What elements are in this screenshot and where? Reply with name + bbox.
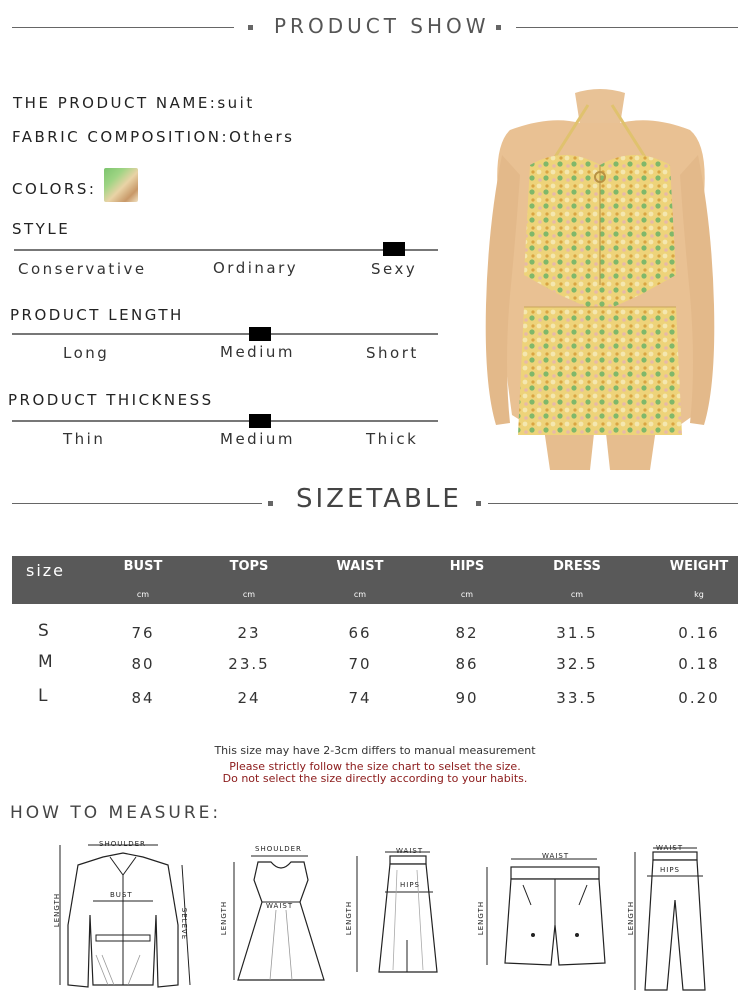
length-option-medium: Medium <box>220 343 295 361</box>
sizetable-line-left <box>12 503 262 504</box>
skirt-length-label: LENGTH <box>345 900 354 936</box>
sizetable-dot-left <box>268 501 273 506</box>
header-dot-left <box>248 25 253 30</box>
header-dot-right <box>496 25 501 30</box>
style-label: STYLE <box>12 220 71 238</box>
table-cell: 74 <box>348 689 372 707</box>
table-cell: 90 <box>455 689 479 707</box>
shorts-measure-figure <box>475 845 615 980</box>
col-header-hips: HIPS <box>449 559 485 574</box>
thickness-label: PRODUCT THICKNESS <box>8 391 214 409</box>
thickness-option-thick: Thick <box>366 430 419 448</box>
table-cell: 24 <box>237 689 261 707</box>
color-swatch-floral[interactable] <box>104 168 138 202</box>
style-scale-line <box>14 249 438 251</box>
dress-length-label: LENGTH <box>220 900 229 936</box>
size-cell-l: L <box>38 686 48 706</box>
pants-measure-figure <box>625 840 735 995</box>
thickness-scale-line <box>12 420 438 422</box>
col-header-waist: WAIST <box>336 559 384 574</box>
table-cell: 32.5 <box>556 655 598 673</box>
dress-shoulder-label: SHOULDER <box>255 845 302 853</box>
shorts-length-label: LENGTH <box>477 900 486 936</box>
table-cell: 84 <box>131 689 155 707</box>
col-header-bust: BUST <box>123 559 163 574</box>
style-option-ordinary: Ordinary <box>213 259 299 277</box>
how-to-measure-title: HOW TO MEASURE: <box>10 803 222 823</box>
product-photo <box>480 85 720 470</box>
thickness-option-thin: Thin <box>63 430 106 448</box>
thickness-selected-marker <box>249 414 271 428</box>
dress-outline-icon <box>226 840 336 990</box>
table-cell: 0.16 <box>678 624 720 642</box>
table-cell: 23.5 <box>228 655 270 673</box>
jacket-sleeve-label: SELEVE <box>180 907 189 941</box>
colors-label: COLORS: <box>12 180 97 198</box>
table-cell: 0.20 <box>678 689 720 707</box>
table-cell: 23 <box>237 624 261 642</box>
col-unit-bust: cm <box>136 590 150 599</box>
style-option-conservative: Conservative <box>18 260 147 278</box>
skirt-hips-label: HIPS <box>400 881 420 889</box>
table-cell: 76 <box>131 624 155 642</box>
col-header-dress: DRESS <box>553 559 601 574</box>
jacket-length-label: LENGTH <box>53 892 62 928</box>
sizetable-title: SIZETABLE <box>296 484 462 514</box>
thickness-option-medium: Medium <box>220 430 295 448</box>
col-unit-hips: cm <box>460 590 474 599</box>
sizetable-dot-right <box>476 501 481 506</box>
sizetable-line-right <box>488 503 738 504</box>
table-cell: 82 <box>455 624 479 642</box>
mannequin-illustration <box>480 85 720 470</box>
col-unit-weight: kg <box>694 590 704 599</box>
header-line-right <box>516 27 738 28</box>
table-cell: 31.5 <box>556 624 598 642</box>
table-cell: 86 <box>455 655 479 673</box>
dress-measure-figure <box>226 840 336 990</box>
size-cell-m: M <box>38 652 53 672</box>
col-unit-waist: cm <box>353 590 367 599</box>
skirt-measure-figure <box>345 840 445 990</box>
length-option-short: Short <box>366 344 419 362</box>
table-cell: 70 <box>348 655 372 673</box>
pants-waist-label: WAIST <box>656 844 684 852</box>
product-name: THE PRODUCT NAME:suit <box>13 94 255 112</box>
style-selected-marker <box>383 242 405 256</box>
length-label: PRODUCT LENGTH <box>10 306 184 324</box>
col-header-weight: WEIGHT <box>669 559 729 574</box>
table-cell: 66 <box>348 624 372 642</box>
skirt-outline-icon <box>345 840 445 990</box>
header-line-left <box>12 27 234 28</box>
col-unit-dress: cm <box>570 590 584 599</box>
skirt-waist-label: WAIST <box>396 847 424 855</box>
jacket-bust-label: BUST <box>110 891 133 899</box>
pants-length-label: LENGTH <box>627 900 636 936</box>
col-header-tops: TOPS <box>229 559 269 574</box>
table-cell: 0.18 <box>678 655 720 673</box>
size-cell-s: S <box>38 621 49 641</box>
dress-waist-label: WAIST <box>266 902 294 910</box>
col-unit-tops: cm <box>242 590 256 599</box>
shorts-waist-label: WAIST <box>542 852 570 860</box>
pants-hips-label: HIPS <box>660 866 680 874</box>
table-cell: 80 <box>131 655 155 673</box>
fabric-composition: FABRIC COMPOSITION:Others <box>12 128 295 146</box>
col-header-size: size <box>26 561 66 580</box>
table-cell: 33.5 <box>556 689 598 707</box>
note-measurement: This size may have 2-3cm differs to manual measurement <box>214 744 536 757</box>
pants-outline-icon <box>625 840 735 995</box>
product-show-title: PRODUCT SHOW <box>274 14 490 38</box>
style-option-sexy: Sexy <box>371 260 418 278</box>
length-option-long: Long <box>63 344 110 362</box>
length-selected-marker <box>249 327 271 341</box>
note-follow-chart: Please strictly follow the size chart to selset the size. <box>229 760 521 773</box>
jacket-shoulder-label: SHOULDER <box>99 840 146 848</box>
shorts-outline-icon <box>475 845 615 980</box>
length-scale-line <box>12 333 438 335</box>
note-habits: Do not select the size directly according to your habits. <box>222 772 528 785</box>
